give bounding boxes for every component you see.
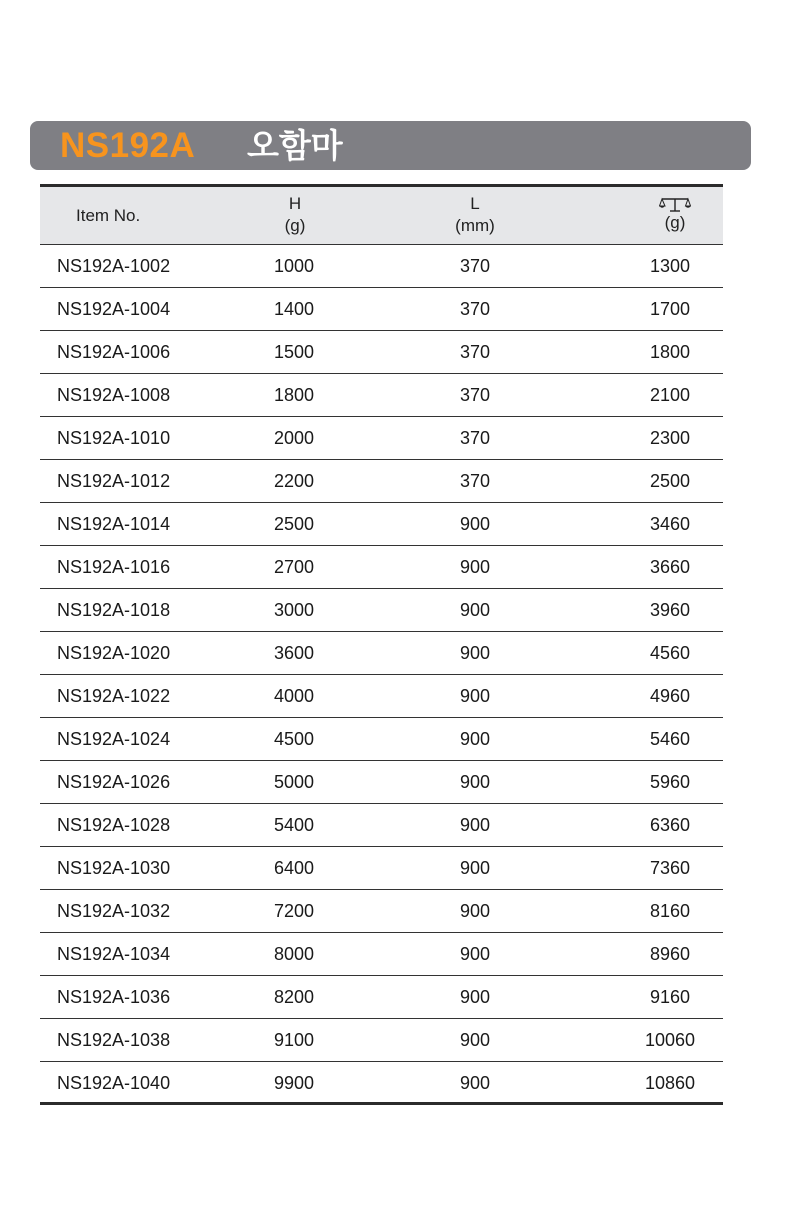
cell-l: 900 — [459, 815, 491, 835]
table-row — [40, 1062, 723, 1105]
cell-weight: 7360 — [649, 858, 691, 878]
cell-item-no: NS192A-1034 — [57, 944, 171, 964]
cell-weight: 2300 — [649, 428, 691, 448]
cell-h: 4000 — [273, 686, 315, 706]
cell-weight: 1700 — [649, 299, 691, 319]
cell-l: 900 — [459, 514, 491, 534]
cell-item-no: NS192A-1008 — [57, 385, 171, 405]
cell-h: 3600 — [273, 643, 315, 663]
cell-weight: 3660 — [649, 557, 691, 577]
cell-item-no: NS192A-1040 — [57, 1073, 171, 1093]
cell-l: 900 — [459, 772, 491, 792]
cell-weight: 9160 — [649, 987, 691, 1007]
cell-weight: 2500 — [649, 471, 691, 491]
cell-item-no: NS192A-1026 — [57, 772, 171, 792]
product-code: NS192A — [60, 126, 196, 165]
cell-h: 2000 — [273, 428, 315, 448]
cell-h: 4500 — [273, 729, 315, 749]
header-weight-unit: (g) — [664, 213, 686, 232]
cell-weight: 8960 — [649, 944, 691, 964]
cell-h: 9100 — [273, 1030, 315, 1050]
table-row — [40, 331, 723, 374]
cell-h: 1800 — [273, 385, 315, 405]
cell-l: 900 — [459, 557, 491, 577]
cell-item-no: NS192A-1004 — [57, 299, 171, 319]
cell-l: 900 — [459, 686, 491, 706]
cell-weight: 4960 — [649, 686, 691, 706]
header-h-unit: (g) — [284, 216, 306, 235]
cell-weight: 5960 — [649, 772, 691, 792]
table-row — [40, 976, 723, 1019]
cell-weight: 10060 — [644, 1030, 696, 1050]
cell-l: 370 — [459, 299, 491, 319]
table-row — [40, 761, 723, 804]
cell-h: 2700 — [273, 557, 315, 577]
cell-weight: 5460 — [649, 729, 691, 749]
table-row — [40, 718, 723, 761]
table-body — [40, 245, 723, 1105]
spec-table — [40, 184, 723, 1105]
cell-item-no: NS192A-1036 — [57, 987, 171, 1007]
cell-item-no: NS192A-1010 — [57, 428, 171, 448]
cell-l: 900 — [459, 729, 491, 749]
table-row — [40, 632, 723, 675]
cell-h: 1500 — [273, 342, 315, 362]
cell-l: 370 — [459, 385, 491, 405]
cell-l: 370 — [459, 471, 491, 491]
cell-item-no: NS192A-1014 — [57, 514, 171, 534]
header-h — [274, 193, 316, 237]
cell-h: 7200 — [273, 901, 315, 921]
cell-h: 8000 — [273, 944, 315, 964]
table-row — [40, 546, 723, 589]
cell-weight: 4560 — [649, 643, 691, 663]
title-bar — [30, 121, 751, 170]
cell-item-no: NS192A-1038 — [57, 1030, 171, 1050]
cell-item-no: NS192A-1016 — [57, 557, 171, 577]
cell-item-no: NS192A-1030 — [57, 858, 171, 878]
cell-item-no: NS192A-1002 — [57, 256, 171, 276]
cell-l: 900 — [459, 1030, 491, 1050]
cell-h: 1400 — [273, 299, 315, 319]
cell-h: 9900 — [273, 1073, 315, 1093]
cell-weight: 2100 — [649, 385, 691, 405]
cell-h: 1000 — [273, 256, 315, 276]
header-item-no: Item No. — [76, 206, 141, 225]
cell-l: 900 — [459, 1073, 491, 1093]
cell-item-no: NS192A-1028 — [57, 815, 171, 835]
cell-l: 900 — [459, 600, 491, 620]
table-row — [40, 589, 723, 632]
cell-weight: 10860 — [644, 1073, 696, 1093]
cell-l: 370 — [459, 342, 491, 362]
cell-l: 370 — [459, 428, 491, 448]
cell-l: 900 — [459, 858, 491, 878]
cell-weight: 1800 — [649, 342, 691, 362]
cell-h: 5400 — [273, 815, 315, 835]
table-row — [40, 890, 723, 933]
table-row — [40, 675, 723, 718]
cell-h: 5000 — [273, 772, 315, 792]
cell-l: 900 — [459, 901, 491, 921]
table-row — [40, 503, 723, 546]
cell-weight: 3960 — [649, 600, 691, 620]
header-l-unit: (mm) — [455, 216, 495, 235]
cell-l: 900 — [459, 987, 491, 1007]
table-row — [40, 1019, 723, 1062]
cell-weight: 6360 — [649, 815, 691, 835]
table-row — [40, 374, 723, 417]
table-row — [40, 804, 723, 847]
cell-item-no: NS192A-1024 — [57, 729, 171, 749]
cell-item-no: NS192A-1012 — [57, 471, 171, 491]
cell-item-no: NS192A-1020 — [57, 643, 171, 663]
header-l — [440, 193, 510, 237]
table-row — [40, 933, 723, 976]
header-l-label: L — [470, 194, 480, 213]
cell-weight: 1300 — [649, 256, 691, 276]
table-row — [40, 245, 723, 288]
cell-weight: 8160 — [649, 901, 691, 921]
table-row — [40, 288, 723, 331]
header-weight — [650, 196, 700, 234]
cell-h: 6400 — [273, 858, 315, 878]
cell-item-no: NS192A-1006 — [57, 342, 171, 362]
cell-h: 2500 — [273, 514, 315, 534]
cell-h: 8200 — [273, 987, 315, 1007]
table-row — [40, 417, 723, 460]
cell-item-no: NS192A-1032 — [57, 901, 171, 921]
cell-item-no: NS192A-1022 — [57, 686, 171, 706]
product-name: 오함마 — [247, 126, 343, 165]
cell-l: 370 — [459, 256, 491, 276]
cell-h: 2200 — [273, 471, 315, 491]
cell-l: 900 — [459, 643, 491, 663]
cell-l: 900 — [459, 944, 491, 964]
table-row — [40, 847, 723, 890]
cell-weight: 3460 — [649, 514, 691, 534]
table-row — [40, 460, 723, 503]
cell-item-no: NS192A-1018 — [57, 600, 171, 620]
table-header — [40, 187, 723, 245]
scale-icon — [659, 196, 691, 212]
header-h-label: H — [288, 194, 302, 213]
cell-h: 3000 — [273, 600, 315, 620]
